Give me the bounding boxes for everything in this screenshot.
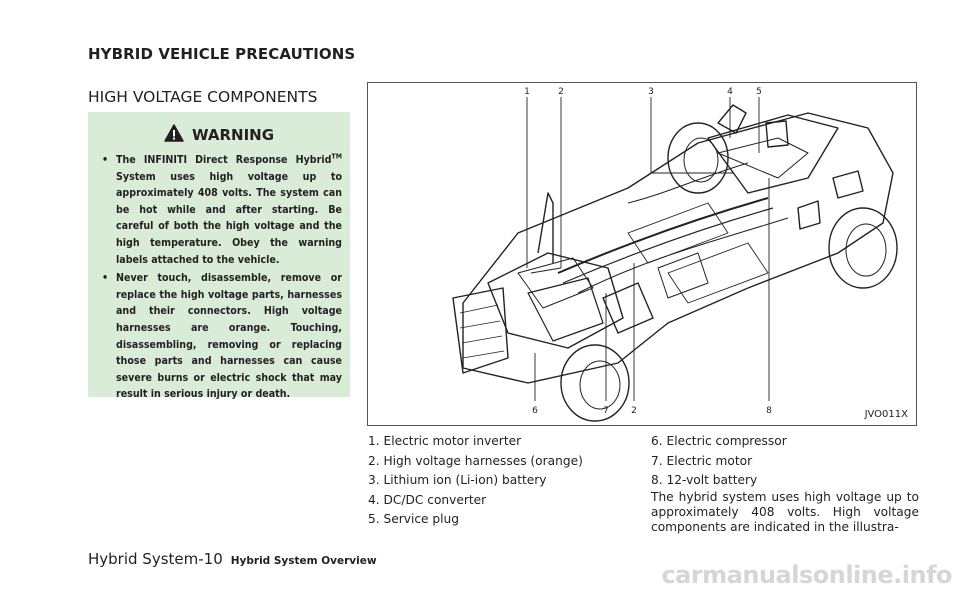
bullet: •	[102, 272, 109, 285]
legend-item: 8. 12-volt battery	[651, 473, 758, 487]
callout-label: 6	[532, 406, 538, 416]
bullet: •	[102, 154, 109, 166]
legend-item: 1. Electric motor inverter	[368, 434, 522, 448]
callout-label: 2	[631, 406, 637, 416]
legend-item: 3. Lithium ion (Li-ion) battery	[368, 473, 547, 487]
page-footer	[88, 550, 377, 568]
warning-item	[102, 152, 342, 268]
trademark-superscript: TM	[331, 152, 342, 161]
callout-label: 2	[558, 87, 564, 97]
callout-label: 4	[727, 87, 733, 97]
warning-title	[88, 124, 350, 146]
legend-item: 2. High voltage harnesses (orange)	[368, 453, 583, 468]
callout-label: 7	[603, 406, 609, 416]
callout-label: 3	[648, 87, 654, 97]
footer-section-label: Hybrid System Overview	[230, 555, 377, 567]
footer-page-label: Hybrid System-10	[88, 550, 223, 568]
legend-item: 7. Electric motor	[651, 453, 753, 468]
warning-item-text: System uses high voltage up to approximately 408 volts. The system can be hot while and after starting. Be careful of both the high voltage and the high temperature. Obey the warning labels attached to the vehicle.	[116, 170, 342, 266]
callout-label: 5	[756, 87, 762, 97]
warning-item	[102, 270, 342, 403]
vehicle-drawing	[368, 83, 916, 425]
legend-item: 4. DC/DC converter	[368, 492, 487, 507]
warning-list	[102, 152, 342, 405]
legend-left	[368, 432, 583, 530]
watermark: carmanualsonline.info	[661, 561, 952, 589]
warning-triangle-icon	[164, 124, 184, 146]
warning-title-text: WARNING	[191, 126, 275, 144]
warning-item-prefix: The INFINITI Direct Response Hybrid	[116, 154, 332, 166]
figure-code: JVO011X	[864, 409, 908, 420]
warning-box	[88, 112, 350, 401]
callout-label: 8	[766, 406, 772, 416]
subsection-title: HIGH VOLTAGE COMPONENTS	[88, 88, 318, 106]
section-title: HYBRID VEHICLE PRECAUTIONS	[88, 45, 356, 63]
vehicle-illustration	[367, 82, 917, 426]
legend-item: 5. Service plug	[368, 512, 460, 526]
callout-label: 1	[524, 87, 530, 97]
legend-item: 6. Electric compressor	[651, 434, 787, 448]
legend-right	[651, 432, 787, 491]
warning-item-prefix: Never touch, disassemble, remove or replace the high voltage parts, harnesses and their connectors. High voltage harnesses are orange. Touching, disassembling, removing or replacing those parts and harnesses can cause severe burns or electric shock that may result in serious injury or death.	[116, 272, 342, 401]
body-paragraph: The hybrid system uses high voltage up to approximately 408 volts. High voltage components are indicated in the illustra-	[651, 490, 919, 535]
